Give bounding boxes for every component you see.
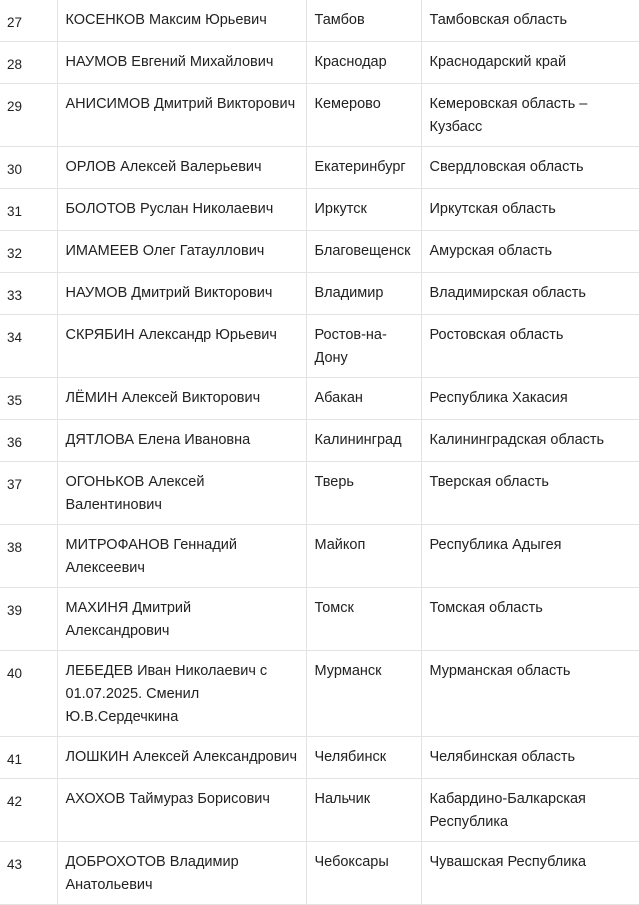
table-row: [0, 842, 639, 905]
table-row: [0, 737, 639, 779]
person-name: НАУМОВ Дмитрий Викторович: [57, 273, 306, 315]
city: Владимир: [306, 273, 421, 315]
city: Абакан: [306, 378, 421, 420]
row-number: 30: [0, 147, 57, 189]
row-number: 43: [0, 842, 57, 905]
row-number: 42: [0, 779, 57, 842]
row-number: 40: [0, 651, 57, 737]
person-name: АНИСИМОВ Дмитрий Викторович: [57, 84, 306, 147]
table-row: [0, 651, 639, 737]
region: Калининградская область: [421, 420, 639, 462]
person-name: ДЯТЛОВА Елена Ивановна: [57, 420, 306, 462]
city: Кемерово: [306, 84, 421, 147]
row-number: 33: [0, 273, 57, 315]
city: Нальчик: [306, 779, 421, 842]
region: Мурманская область: [421, 651, 639, 737]
person-name: ИМАМЕЕВ Олег Гатауллович: [57, 231, 306, 273]
row-number: 39: [0, 588, 57, 651]
region: Кемеровская область – Кузбасс: [421, 84, 639, 147]
region: Амурская область: [421, 231, 639, 273]
table-row: [0, 273, 639, 315]
table-row: [0, 84, 639, 147]
table-row: [0, 42, 639, 84]
row-number: 35: [0, 378, 57, 420]
person-name: ОГОНЬКОВ Алексей Валентинович: [57, 462, 306, 525]
person-name: ЛЁМИН Алексей Викторович: [57, 378, 306, 420]
city: Чебоксары: [306, 842, 421, 905]
table-row: [0, 588, 639, 651]
region: Республика Хакасия: [421, 378, 639, 420]
table-row: [0, 378, 639, 420]
person-name: МИТРОФАНОВ Геннадий Алексеевич: [57, 525, 306, 588]
region: Кабардино-Балкарская Республика: [421, 779, 639, 842]
table-row: [0, 147, 639, 189]
region: Республика Адыгея: [421, 525, 639, 588]
table-row: [0, 525, 639, 588]
region: Иркутская область: [421, 189, 639, 231]
person-name: МАХИНЯ Дмитрий Александрович: [57, 588, 306, 651]
region: Томская область: [421, 588, 639, 651]
city: Ростов-на-Дону: [306, 315, 421, 378]
row-number: 36: [0, 420, 57, 462]
row-number: 31: [0, 189, 57, 231]
city: Калининград: [306, 420, 421, 462]
city: Мурманск: [306, 651, 421, 737]
person-name: СКРЯБИН Александр Юрьевич: [57, 315, 306, 378]
row-number: 29: [0, 84, 57, 147]
region: Чувашская Республика: [421, 842, 639, 905]
region: Краснодарский край: [421, 42, 639, 84]
table-row: [0, 231, 639, 273]
row-number: 38: [0, 525, 57, 588]
table-row: [0, 779, 639, 842]
region: Тверская область: [421, 462, 639, 525]
row-number: 34: [0, 315, 57, 378]
city: Тамбов: [306, 0, 421, 42]
person-name: БОЛОТОВ Руслан Николаевич: [57, 189, 306, 231]
city: Краснодар: [306, 42, 421, 84]
person-name: ОРЛОВ Алексей Валерьевич: [57, 147, 306, 189]
table-row: [0, 315, 639, 378]
person-name: ЛЕБЕДЕВ Иван Николаевич с 01.07.2025. Сменил Ю.В.Сердечкина: [57, 651, 306, 737]
region: Тамбовская область: [421, 0, 639, 42]
city: Тверь: [306, 462, 421, 525]
city: Екатеринбург: [306, 147, 421, 189]
row-number: 37: [0, 462, 57, 525]
city: Майкоп: [306, 525, 421, 588]
city: Челябинск: [306, 737, 421, 779]
person-name: ЛОШКИН Алексей Александрович: [57, 737, 306, 779]
row-number: 27: [0, 0, 57, 42]
row-number: 28: [0, 42, 57, 84]
person-name: ДОБРОХОТОВ Владимир Анатольевич: [57, 842, 306, 905]
city: Благовещенск: [306, 231, 421, 273]
table-row: [0, 189, 639, 231]
person-name: КОСЕНКОВ Максим Юрьевич: [57, 0, 306, 42]
person-name: АХОХОВ Таймураз Борисович: [57, 779, 306, 842]
region: Свердловская область: [421, 147, 639, 189]
region: Ростовская область: [421, 315, 639, 378]
person-name: НАУМОВ Евгений Михайлович: [57, 42, 306, 84]
row-number: 32: [0, 231, 57, 273]
city: Иркутск: [306, 189, 421, 231]
city: Томск: [306, 588, 421, 651]
region: Челябинская область: [421, 737, 639, 779]
table-row: [0, 0, 639, 42]
table-row: [0, 462, 639, 525]
region: Владимирская область: [421, 273, 639, 315]
row-number: 41: [0, 737, 57, 779]
table-row: [0, 420, 639, 462]
